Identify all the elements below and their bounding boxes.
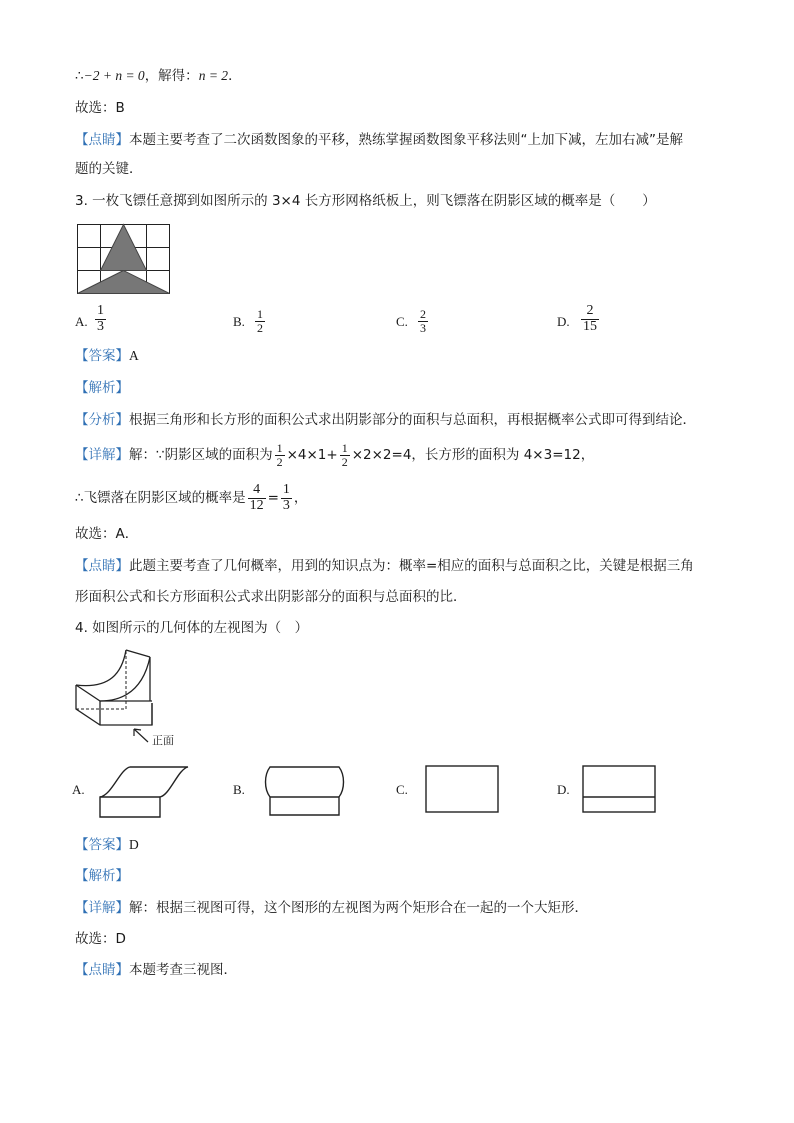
prev-choice: 故选：B [75, 100, 125, 116]
detail-intro: 解：∵阴影区域的面积为 [129, 447, 273, 463]
option-letter: B. [233, 782, 245, 797]
prev-comment-line-1 [75, 130, 683, 150]
dianjing-text: 此题主要考查了几何概率，用到的知识点为：概率=相应的面积与总面积之比，关键是根据三角 [129, 558, 694, 574]
denominator: 3 [282, 497, 290, 513]
numerator: 2 [420, 307, 426, 321]
numerator: 1 [97, 303, 104, 318]
numerator: 2 [586, 303, 594, 318]
option-fraction [255, 308, 265, 334]
q4-option-b-shape [265, 765, 345, 819]
option-letter: D. [557, 782, 570, 797]
option-letter: D. [557, 314, 570, 329]
fraction-1-3 [281, 483, 292, 513]
dianjing-text: 本题考查三视图． [129, 962, 237, 978]
option-letter: A. [72, 782, 85, 797]
option-fraction [95, 304, 106, 334]
option-letter: A. [75, 314, 88, 329]
detail-text: 解：根据三视图可得，这个图形的左视图为两个矩形合在一起的一个大矩形． [129, 900, 588, 916]
dianjing-tag: 【点睛】 [75, 558, 129, 574]
q3-probability [75, 478, 307, 518]
q4-stem: 4. 如图所示的几何体的左视图为（ ） [75, 620, 309, 636]
q4-detail [75, 898, 588, 918]
therefore-symbol: ∴ [75, 68, 84, 83]
q3-choice: 故选：A． [75, 526, 139, 542]
numerator: 4 [253, 481, 261, 497]
detail-mid-2: ×2×2=4，长方形的面积为 4×3=12， [351, 447, 595, 463]
denominator: 12 [249, 497, 264, 513]
q3-fenxi [75, 410, 696, 430]
solid-curved-edge-back [100, 657, 150, 701]
solid-right-face [150, 657, 152, 725]
shaded-triangle-lower [78, 271, 170, 294]
detail-tag: 【详解】 [75, 900, 129, 916]
solid-hidden-edge [76, 650, 126, 709]
equation-result: n = 2 [198, 68, 229, 83]
denominator: 3 [420, 320, 426, 335]
denominator: 3 [97, 318, 104, 334]
answer-tag: 【答案】 [75, 348, 129, 364]
solid-back-top [126, 650, 150, 657]
fenxi-text: 根据三角形和长方形的面积公式求出阴影部分的面积与总面积，再根据概率公式即可得到结论． [129, 412, 696, 428]
detail-tag: 【详解】 [75, 447, 129, 463]
fraction-half [275, 442, 285, 468]
option-letter: C. [396, 314, 408, 329]
analysis-tag: 【解析】 [75, 380, 129, 396]
q3-detail [75, 440, 594, 470]
prev-comment-line-2: 题的关键． [75, 161, 143, 177]
solid-front-face [76, 685, 152, 725]
equation: −2 + n = 0 [83, 68, 145, 83]
q4-choice: 故选：D [75, 931, 126, 947]
q4-answer [75, 835, 139, 855]
comment-tag: 【点睛】 [75, 132, 129, 148]
denominator: 2 [341, 454, 348, 469]
solid-top-edge [76, 685, 152, 701]
probability-intro: ∴飞镖落在阴影区域的概率是 [75, 490, 246, 506]
q4-option-d-shape [582, 765, 656, 813]
analysis-tag: 【解析】 [75, 868, 129, 884]
option-letter: B. [233, 314, 245, 329]
numerator: 1 [276, 440, 283, 455]
fraction-half [340, 442, 350, 468]
q4-analysis-heading [75, 866, 129, 886]
dianjing-tag: 【点睛】 [75, 962, 129, 978]
q3-dianjing-line-1 [75, 556, 694, 576]
numerator: 1 [341, 440, 348, 455]
denominator: 2 [257, 320, 263, 335]
q4-option-a-shape [98, 765, 190, 819]
q3-analysis-heading [75, 378, 129, 398]
solid-curved-edge-front [76, 650, 126, 686]
arrow-icon [134, 729, 148, 742]
answer-value: D [129, 837, 139, 852]
option-letter: C. [396, 782, 408, 797]
answer-value: A [129, 348, 139, 363]
q4-solid-figure [70, 645, 210, 750]
fraction-4-12 [248, 483, 266, 513]
fenxi-tag: 【分析】 [75, 412, 129, 428]
detail-mid-1: ×4×1+ [286, 447, 338, 463]
equation-end: ． [228, 68, 242, 84]
q3-dianjing-line-2: 形面积公式和长方形面积公式求出阴影部分的面积与总面积的比． [75, 589, 467, 605]
denominator: 15 [583, 318, 597, 334]
prev-equation-line [75, 66, 242, 86]
q4-dianjing [75, 960, 237, 980]
q3-stem: 3. 一枚飞镖任意掷到如图所示的 3×4 长方形网格纸板上，则飞镖落在阴影区域的概率是（ ） [75, 193, 656, 209]
front-label: 正面 [152, 734, 174, 747]
numerator: 1 [257, 307, 263, 321]
denominator: 2 [276, 454, 283, 469]
solve-label: ，解得： [144, 68, 199, 84]
probability-end: ， [293, 490, 308, 506]
q4-option-c-shape [425, 765, 499, 813]
equals-sign: = [267, 490, 279, 506]
numerator: 1 [282, 481, 290, 497]
option-fraction [581, 304, 599, 334]
q3-answer [75, 346, 139, 366]
option-fraction [418, 308, 428, 334]
comment-text: 本题主要考查了二次函数图象的平移，熟练掌握函数图象平移法则“上加下减，左加右减”是解 [129, 132, 683, 148]
answer-tag: 【答案】 [75, 837, 129, 853]
q3-grid-figure [77, 224, 171, 295]
